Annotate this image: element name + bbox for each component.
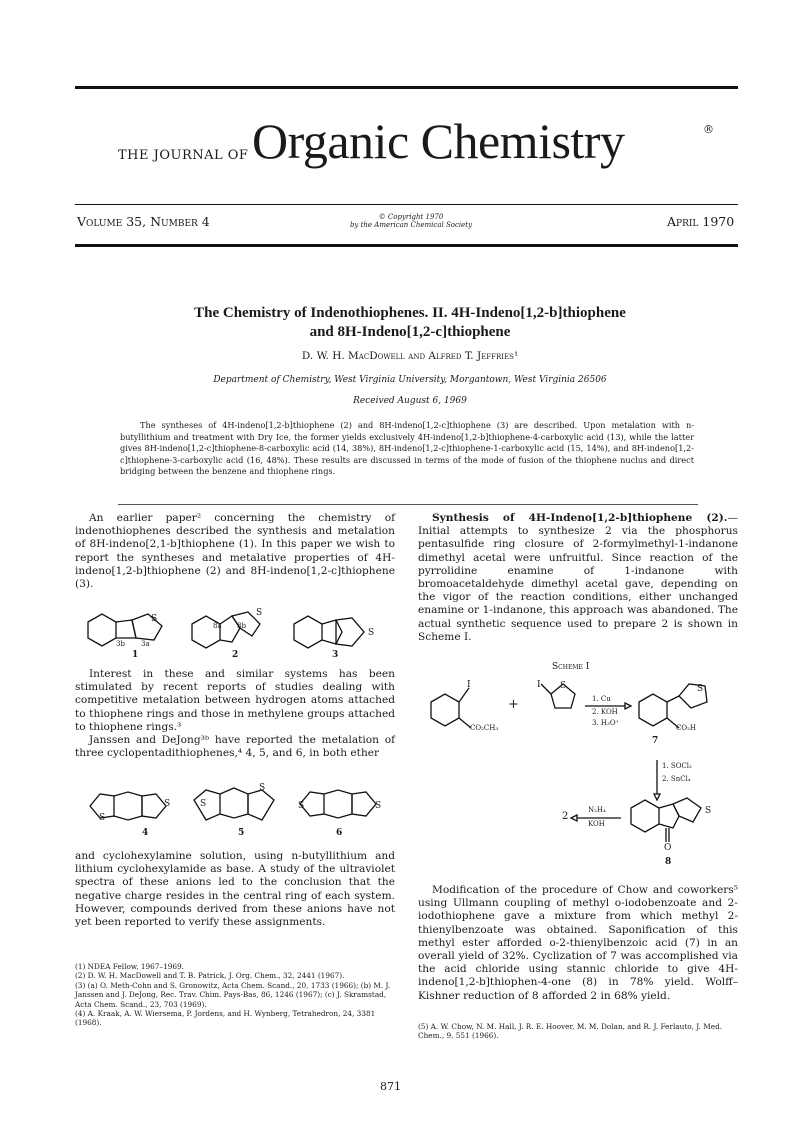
sulfur-label-5a: S bbox=[200, 799, 207, 809]
atom-label-8b: 8b bbox=[237, 622, 246, 630]
right-para-1: Synthesis of 4H-Indeno[1,2-b]thiophene (2).—Initial attempts to synthesize 2 via the phosphorus pentasulfide ring closure of 2-formylmethyl-1-indanone dimethyl acetal were unfruitful. Since reaction of the pyrrolidine enamine of 1-indanone with bromoacetaldehyde dimethyl acetal gave, depending on the vigor of the reaction conditions, either unchanged enamine or 1-indanone, this approach was abandoned. The actual synthetic sequence used to prepare 2 is shown in Scheme I. bbox=[418, 512, 738, 643]
article-title-line1: The Chemistry of Indenothiophenes. II. 4H-Indeno[1,2-b]thiophene bbox=[194, 305, 626, 321]
sulfur-label-6b: S bbox=[375, 801, 382, 811]
scheme-oxygen: O bbox=[664, 843, 672, 853]
compound-label-3: 3 bbox=[332, 650, 339, 660]
affiliation: Department of Chemistry, West Virginia University, Morgantown, West Virginia 26506 bbox=[213, 375, 607, 385]
compound-label-2: 2 bbox=[232, 650, 239, 660]
scheme-sulfur-a: S bbox=[560, 681, 567, 691]
left-para-3: and cyclohexylamine solution, using n-butyllithium and lithium cyclohexylamide as base. A study of the ultraviolet spectra of these anions led to the conclusion that the negative charge resides in the central ring of each system. However, compounds derived from these anions have not yet been reported to verify these assignments. bbox=[75, 850, 395, 929]
scheme-title: Scheme I bbox=[552, 662, 590, 672]
scheme-cond-koh2: KOH bbox=[588, 820, 605, 828]
footnote-3: (3) (a) O. Meth-Cohn and S. Gronowitz, Acta Chem. Scand., 20, 1733 (1966); (b) M. J. Janssen and J. DeJong, Rec. Trav. Chim. Pays-Bas, 86, 1246 (1967); (c) J. Skramstad, Acta Chem. Scand., 23, 703 (1969). bbox=[75, 980, 391, 1009]
scheme-cond-socl2: 1. SOCl₂ bbox=[662, 762, 692, 770]
scheme-sulfur-c: S bbox=[705, 806, 712, 816]
compound-label-5: 5 bbox=[238, 828, 245, 838]
abstract: The syntheses of 4H-indeno[1,2-b]thiophene (2) and 8H-indeno[1,2-c]thiophene (3) are described. Upon metalation with n-butyllithium and treatment with Dry Ice, the former yields exclusively 4H-indeno[1,2-b]thiophene-4-carboxylic acid (13), while the latter gives 8H-indeno[1,2-c]thiophene-8-carboxylic acid (14, 38%), 8H-indeno[1,2-c]thiophene-1-carboxylic acid (15, 14%), and 8H-indeno[1,2-c]thiophene-3-carboxylic acid (16, 48%). These results are discussed in terms of the mode of fusion of the thiophene nuclus and direct bridging between the benzene and thiophene rings. bbox=[120, 420, 694, 476]
footnotes-left bbox=[75, 962, 395, 1028]
article-title-line2: and 8H-Indeno[1,2-c]thiophene bbox=[309, 324, 511, 340]
journal-prefix: THE JOURNAL OF bbox=[118, 148, 249, 163]
compound-label-4: 4 bbox=[142, 828, 149, 838]
left-para-2: Interest in these and similar systems has been stimulated by recent reports of studies dealing with competitive metalation between hydrogen atoms attached to thiophene rings and those in methylene groups attached to thiophene rings.³ Janssen and DeJong³ᵇ have reported the metalation of three cyclopentadithiophenes,⁴ 4, 5, and 6, in both ether bbox=[75, 668, 395, 760]
footnote-5: (5) A. W. Chow, N. M. Hall, J. R. E. Hoover, M. M. Dolan, and R. J. Ferlauto, J. Med. Chem., 9, 551 (1966). bbox=[418, 1022, 723, 1041]
copyright-line2: by the American Chemical Society bbox=[349, 221, 473, 229]
registered-mark: ® bbox=[703, 123, 714, 136]
issue-date: April 1970 bbox=[667, 214, 735, 229]
footnote-2: (2) D. W. H. MacDowell and T. B. Patrick, J. Org. Chem., 32, 2441 (1967). bbox=[75, 971, 345, 981]
page-number: 871 bbox=[380, 1080, 401, 1093]
compound-label-7: 7 bbox=[652, 736, 659, 746]
sulfur-label-1: S bbox=[151, 614, 158, 624]
sulfur-label-6a: S bbox=[298, 801, 305, 811]
abstract-rule bbox=[118, 504, 698, 505]
sulfur-label-5b: S bbox=[259, 783, 266, 793]
structures-4-5-6 bbox=[88, 786, 388, 826]
sulfur-label-4b: S bbox=[164, 799, 171, 809]
scheme-cond-n2h4: N₂H₄ bbox=[588, 806, 606, 814]
atom-label-3b: 3b bbox=[116, 640, 125, 648]
copyright-line1: © Copyright 1970 bbox=[378, 213, 444, 221]
scheme-cond-sncl4: 2. SnCl₄ bbox=[662, 775, 691, 783]
journal-title: Organic Chemistry bbox=[252, 113, 625, 169]
scheme-sulfur-b: S bbox=[697, 684, 704, 694]
left-para-1: An earlier paper² concerning the chemistry of indenothiophenes described the synthesis and metalation of 8H-indeno[2,1-b]thiophene (1). In this paper we wish to report the syntheses and metalative properties of 4H-indeno[1,2-b]thiophene (2) and 8H-indeno[1,2-c]thiophene (3). bbox=[75, 512, 395, 591]
compound-label-8: 8 bbox=[665, 857, 672, 867]
scheme-ester: CO₂CH₃ bbox=[470, 724, 499, 732]
scheme-i-drawing bbox=[425, 676, 745, 866]
scheme-cond-cu: 1. Cu bbox=[592, 695, 611, 703]
copyright bbox=[336, 213, 486, 229]
footnote-4: (4) A. Kraak, A. W. Wiersema, P. Jordens, and H. Wynberg, Tetrahedron, 24, 3381 (1968). bbox=[75, 1009, 376, 1028]
scheme-cond-h3o: 3. H₃O⁺ bbox=[592, 719, 620, 727]
atom-label-3a: 3a bbox=[141, 640, 150, 648]
scheme-iodo-2: I bbox=[537, 680, 541, 690]
footnote-1: (1) NDEA Fellow, 1967–1969. bbox=[75, 962, 184, 971]
scheme-iodo-1: I bbox=[467, 680, 471, 690]
compound-label-1: 1 bbox=[132, 650, 139, 660]
compound-label-6: 6 bbox=[336, 828, 343, 838]
sulfur-label-3: S bbox=[368, 628, 375, 638]
volume-number: Volume 35, Number 4 bbox=[77, 214, 210, 229]
masthead-rule bbox=[75, 204, 738, 205]
authors: D. W. H. MacDowell and Alfred T. Jeffries¹ bbox=[301, 350, 519, 362]
masthead-bottom-rule bbox=[75, 244, 738, 247]
scheme-cond-koh: 2. KOH bbox=[592, 708, 618, 716]
sulfur-label-4a: S bbox=[99, 813, 106, 823]
right-para-2: Modification of the procedure of Chow and coworkers⁵ using Ullmann coupling of methyl o-iodobenzoate and 2-iodothiophene gave a mixture from which methyl 2-thienylbenzoate was obtained. Saponification of this methyl ester afforded o-2-thienylbenzoic acid (7) in an overall yield of 32%. Cyclization of 7 was accomplished via the acid chloride using stannic chloride to give 4H-indeno[1,2-b]thiophen-4-one (8) in 78% yield. Wolff–Kishner reduction of 8 afforded 2 in 68% yield. bbox=[418, 884, 738, 1002]
scheme-acid: CO₂H bbox=[676, 724, 697, 732]
sulfur-label-2: S bbox=[256, 608, 263, 618]
scheme-plus: + bbox=[508, 697, 519, 712]
received-date: Received August 6, 1969 bbox=[353, 396, 467, 406]
section-heading: Synthesis of 4H-Indeno[1,2-b]thiophene (2). bbox=[432, 512, 728, 524]
scheme-product-2: 2 bbox=[562, 811, 569, 822]
top-rule bbox=[75, 86, 738, 89]
atom-label-8a: 8a bbox=[213, 622, 222, 630]
